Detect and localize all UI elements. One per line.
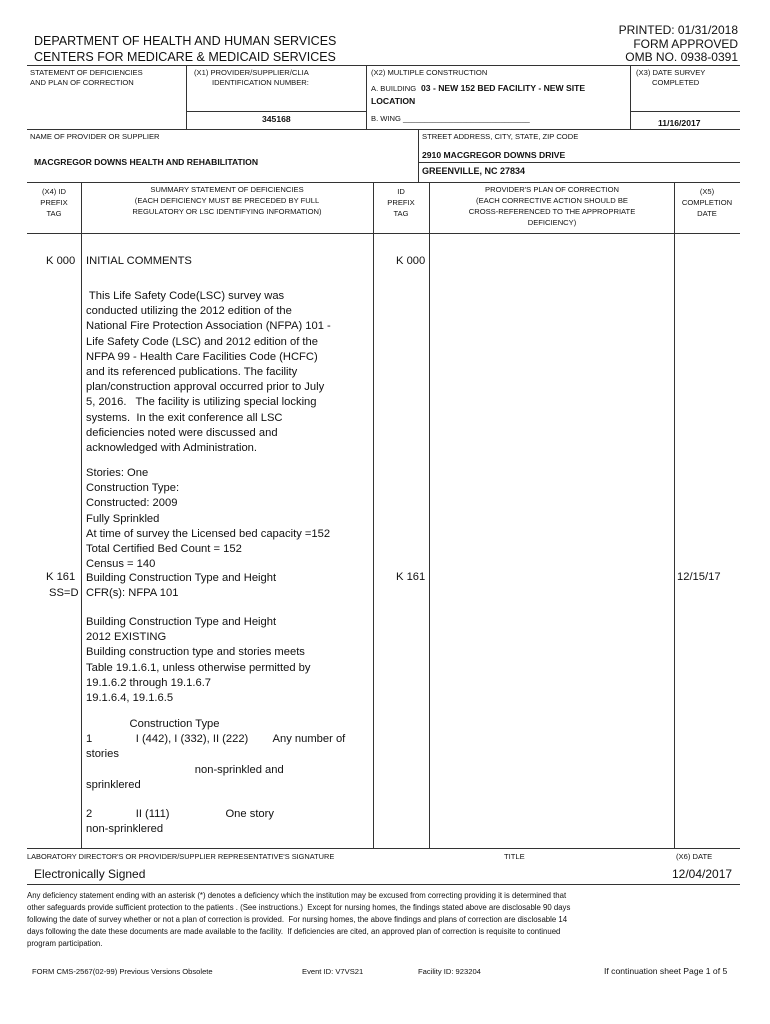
rule <box>27 129 740 130</box>
building-value-2: LOCATION <box>371 96 416 106</box>
x1-label-1: (X1) PROVIDER/SUPPLIER/CLIA <box>194 68 309 77</box>
rule <box>418 129 419 182</box>
k161-requirement: Building Construction Type and Height 2012 EXISTING Building construction type and stories meets Table 19.1.6.1, unless otherwise permitted by 19.1.6.2 through 19.1.6.7 19.1.6.4, 19.1.6.5 <box>86 616 311 705</box>
summary-header: SUMMARY STATEMENT OF DEFICIENCIES (EACH DEFICIENCY MUST BE PRECEDED BY FULL REGULATORY OR LSC IDENTIFYING INFORMATION) <box>132 185 322 216</box>
wing-label: B. WING ______________________________ <box>371 114 530 123</box>
tag-k000-right: K 000 <box>396 255 426 267</box>
rule <box>27 233 740 234</box>
rule <box>418 162 740 163</box>
x1-label-2: IDENTIFICATION NUMBER: <box>212 78 309 87</box>
initial-comments-paragraph: This Life Safety Code(LSC) survey was conducted utilizing the 2012 edition of the National Fire Protection Association (NFPA) 101 - Life Safety Code (LSC) and 2012 edition of the NFPA 99 - Health Care Facilities Code (HCFC) and its referenced publications. The facility plan/construction approval occurred prior to July 5, 2016. The facility is utilizing special locking systems. In the exit conference all LSC deficiencies noted were discussed and acknowledged with Administration. <box>86 290 331 455</box>
signature-label: LABORATORY DIRECTOR'S OR PROVIDER/SUPPLIER REPRESENTATIVE'S SIGNATURE <box>27 852 335 861</box>
rule <box>27 182 740 183</box>
column-divider <box>429 182 430 848</box>
form-number: FORM CMS-2567(02-99) Previous Versions Obsolete <box>32 967 213 976</box>
rule <box>27 884 740 885</box>
column-divider <box>81 182 82 848</box>
disclosure-notice: Any deficiency statement ending with an asterisk (*) denotes a deficiency which the institution may be excused from correcting providing it is determined that other safeguards provide sufficient protection to the patients . (See instructions.) Except for nursing homes, the findings stated above are disclosable 90 days following the date of survey whether or not a plan of correction is provided. For nursing homes, the above findings and plans of correction are disclosable 14 days following the date these documents are made available to the facility. If deficiencies are cited, an approved plan of correction is requisite to continued program participation. <box>27 891 571 948</box>
rule <box>186 111 366 112</box>
facility-id: Facility ID: 923204 <box>418 967 481 976</box>
statement-label-2: AND PLAN OF CORRECTION <box>30 78 134 87</box>
x2-label: (X2) MULTIPLE CONSTRUCTION <box>371 68 488 77</box>
statement-label-1: STATEMENT OF DEFICIENCIES <box>30 68 143 77</box>
initial-comments-title: INITIAL COMMENTS <box>86 255 192 267</box>
rule <box>186 65 187 129</box>
tag-k161: K 161 <box>46 571 76 583</box>
id-header: ID PREFIX TAG <box>387 187 415 218</box>
address-line-1: 2910 MACGREGOR DOWNS DRIVE <box>422 150 566 160</box>
x3-label-1: (X3) DATE SURVEY <box>636 68 706 77</box>
form-approved: FORM APPROVED <box>633 37 738 51</box>
survey-date-value: 11/16/2017 <box>658 118 701 128</box>
tag-k161-right: K 161 <box>396 571 426 583</box>
address-line-2: GREENVILLE, NC 27834 <box>422 166 526 176</box>
printed-date: PRINTED: 01/31/2018 <box>618 23 738 37</box>
construction-type-table-1: Construction Type 1 I (442), I (332), II (222) Any number of stories non-sprinkled and sprinklered <box>86 718 346 791</box>
construction-type-table-2: 2 II (111) One story non-sprinklered <box>86 808 274 836</box>
column-divider <box>373 182 374 848</box>
rule <box>366 65 367 129</box>
address-label: STREET ADDRESS, CITY, STATE, ZIP CODE <box>422 132 579 141</box>
tag-k161-severity: SS=D <box>49 587 79 599</box>
department-title: DEPARTMENT OF HEALTH AND HUMAN SERVICES <box>34 34 337 48</box>
page-indicator: If continuation sheet Page 1 of 5 <box>604 966 728 976</box>
plan-header: PROVIDER'S PLAN OF CORRECTION (EACH CORRECTIVE ACTION SHOULD BE CROSS-REFERENCED TO THE APPROPRIATE DEFICIENCY) <box>468 185 636 227</box>
tag-k000: K 000 <box>46 255 76 267</box>
building-value-1: 03 - NEW 152 BED FACILITY - NEW SITE <box>421 83 586 93</box>
date-label: (X6) DATE <box>676 852 713 861</box>
rule <box>27 848 740 849</box>
signature-date-value: 12/04/2017 <box>672 867 733 881</box>
signature-value: Electronically Signed <box>34 867 146 881</box>
x3-label-2: COMPLETED <box>652 78 700 87</box>
completion-date-k161: 12/15/17 <box>677 571 721 583</box>
title-label: TITLE <box>504 852 525 861</box>
rule <box>27 65 740 66</box>
x5-header: (X5) COMPLETION DATE <box>681 187 733 218</box>
provider-name-label: NAME OF PROVIDER OR SUPPLIER <box>30 132 160 141</box>
provider-name-value: MACGREGOR DOWNS HEALTH AND REHABILITATION <box>34 157 259 167</box>
building-label: A. BUILDING <box>371 84 417 93</box>
x4-header: (X4) ID PREFIX TAG <box>40 187 68 218</box>
centers-title: CENTERS FOR MEDICARE & MEDICAID SERVICES <box>34 50 336 64</box>
k161-title: Building Construction Type and Height CFR(s): NFPA 101 <box>86 572 277 600</box>
omb-number: OMB NO. 0938-0391 <box>625 50 738 64</box>
rule <box>630 111 740 112</box>
building-stats: Stories: One Construction Type: Constructed: 2009 Fully Sprinkled At time of survey the Licensed bed capacity =152 Total Certified Bed Count = 152 Census = 140 <box>86 467 331 571</box>
rule <box>630 65 631 129</box>
provider-id-value: 345168 <box>262 114 291 124</box>
column-divider <box>674 182 675 848</box>
event-id: Event ID: V7VS21 <box>302 967 364 976</box>
